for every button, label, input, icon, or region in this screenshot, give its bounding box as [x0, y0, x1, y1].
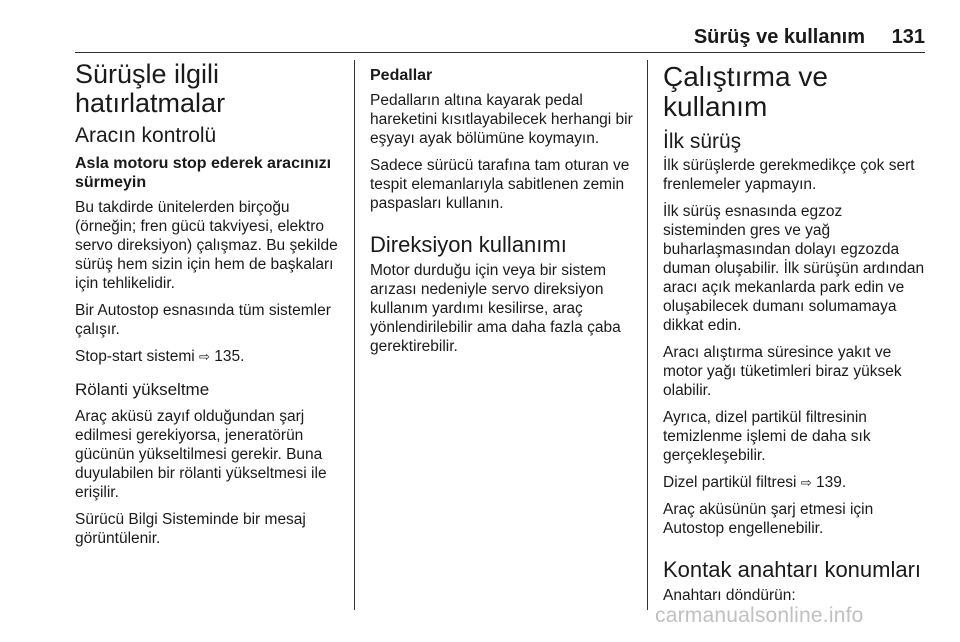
paragraph: Bir Autostop esnasında tüm sistemler çalışır.: [75, 302, 331, 338]
section-subtitle: Direksiyon kullanımı: [370, 232, 567, 257]
paragraph: Ayrıca, dizel partikül filtresinin temizlenme işlemi de daha sık gerçekleşebilir.: [663, 409, 871, 464]
paragraph: Araç aküsünün şarj etmesi için Autostop engellenebilir.: [663, 501, 874, 537]
cross-reference: [663, 473, 928, 492]
paragraph-heading: Asla motoru stop ederek aracınızı sürmeyin: [75, 155, 332, 191]
section-subtitle: Kontak anahtarı konumları: [663, 557, 922, 582]
cross-reference: [75, 347, 345, 366]
section-subtitle: İlk sürüş: [663, 130, 742, 153]
reference-page[interactable]: 139.: [816, 474, 847, 491]
arrow-icon: ⇨: [800, 475, 812, 490]
paragraph-heading: Rölanti yükseltme: [75, 380, 210, 399]
paragraph: Sürücü Bilgi Sisteminde bir mesaj görüntülenir.: [75, 511, 306, 547]
column-divider: [354, 60, 355, 610]
paragraph-heading: Pedallar: [370, 67, 433, 84]
paragraph: Araç aküsü zayıf olduğundan şarj edilmesi gerekiyorsa, jeneratörün gücünün yükseltilmesi gerekir. Buna duyulabilen bir rölanti yükseltmesi ile erişilir.: [75, 408, 327, 501]
reference-page[interactable]: 135.: [214, 348, 245, 365]
running-title: Sürüş ve kullanım: [693, 26, 865, 48]
paragraph: Motor durduğu için veya bir sistem arızası nedeniyle servo direksiyon kullanım yardımı kesilirse, araç yönlendirilebilir ama daha fazla çaba gerektirebilir.: [370, 262, 621, 355]
column-left: [75, 60, 345, 556]
paragraph: İlk sürüşlerde gerekmedikçe çok sert frenlemeler yapmayın.: [663, 157, 915, 193]
arrow-icon: ⇨: [199, 349, 210, 364]
column-right: [663, 60, 928, 613]
paragraph: Aracı alıştırma süresince yakıt ve motor yağı tüketimleri biraz yüksek olabilir.: [663, 344, 902, 399]
watermark: carmanualsonline.info: [655, 604, 864, 627]
section-subtitle: Aracın kontrolü: [75, 124, 217, 147]
page-number: 131: [891, 26, 925, 48]
section-title: Çalıştırma ve kullanım: [663, 61, 828, 122]
column-middle: [370, 60, 635, 364]
reference-text: Dizel partikül filtresi: [663, 474, 797, 491]
paragraph: Anahtarı döndürün:: [663, 587, 796, 604]
paragraph: Sadece sürücü tarafına tam oturan ve tespit elemanlarıyla sabitlenen zemin paspasları kullanın.: [370, 157, 630, 212]
page-header: [75, 22, 925, 53]
reference-text: Stop-start sistemi: [75, 348, 195, 365]
paragraph: İlk sürüş esnasında egzoz sisteminden gres ve yağ buharlaşmasından dolayı egzozda duman oluşabilir. İlk sürüşün ardından aracı açık mekanlarda park edin ve oluşabilecek dumanı solumamaya dikkat edin.: [663, 203, 925, 334]
paragraph: Pedalların altına kayarak pedal hareketini kısıtlayabilecek herhangi bir eşyayı ayak bölümüne koymayın.: [370, 92, 633, 147]
paragraph: Bu takdirde ünitelerden birçoğu (örneğin; fren gücü takviyesi, elektro servo direksiyon) çalışmaz. Bu şekilde sürüş hem sizin için hem de başkaları için tehlikelidir.: [75, 199, 338, 292]
section-title: Sürüşle ilgili hatırlatmalar: [75, 59, 226, 118]
column-divider: [647, 60, 648, 610]
